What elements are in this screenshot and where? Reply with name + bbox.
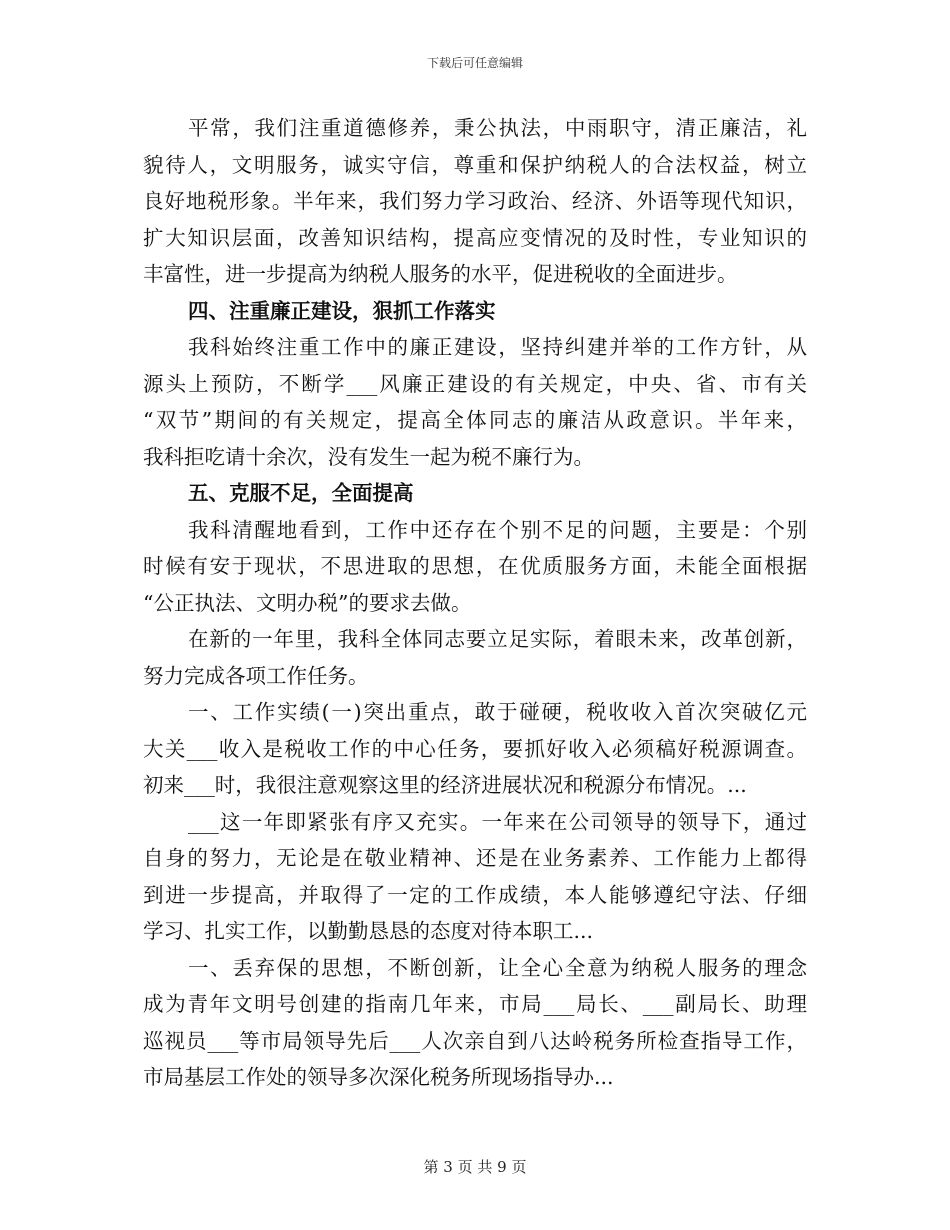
text-line: 我科清醒地看到，工作中还存在个别不足的问题，主要是：个别 — [188, 517, 807, 542]
text-line: 平常，我们注重道德修养，秉公执法，中雨职守，清正廉洁，礼 — [188, 116, 807, 140]
page-header: 下载后可任意编辑 — [426, 56, 523, 70]
text-line: 良好地税形象。半年来，我们努力学习政治、经济、外语等现代知识， — [143, 189, 807, 213]
text-line: 我科始终注重工作中的廉正建设，坚持纠建并举的工作方针，从 — [188, 335, 807, 359]
text-line: 一、工作实绩(一)突出重点，敢于碰硬，税收收入首次突破亿元 — [188, 700, 807, 724]
text-line: 大关___收入是税收工作的中心任务，要抓好收入必须稿好税源调查。 — [143, 736, 807, 761]
text-line: 学习、扎实工作，以勤勤恳恳的态度对待本职工... — [143, 919, 594, 943]
section-heading: 四、注重廉正建设，狠抓工作落实 — [188, 298, 496, 323]
text-line: 巡视员___等市局领导先后___人次亲自到八达岭税务所检查指导工作， — [143, 1028, 807, 1053]
text-line: “双节”期间的有关规定，提高全体同志的廉洁从政意识。半年来， — [143, 408, 807, 432]
text-line: 成为青年文明号创建的指南几年来，市局___局长、___副局长、助理 — [143, 992, 807, 1016]
text-line: 源头上预防，不断学___风廉正建设的有关规定，中央、省、市有关 — [143, 371, 807, 396]
text-line: “公正执法、文明办税”的要求去做。 — [143, 590, 472, 615]
document-body — [143, 110, 807, 1096]
text-line: 我科拒吃请十余次，没有发生一起为税不廉行为。 — [143, 444, 594, 469]
text-line: 时候有安于现状，不思进取的思想，在优质服务方面，未能全面根据 — [143, 554, 807, 578]
text-line: 一、丢弃保的思想，不断创新，让全心全意为纳税人服务的理念 — [188, 955, 807, 980]
text-line: 在新的一年里，我科全体同志要立足实际，着眼未来，改革创新， — [188, 627, 807, 651]
page-footer: 第 3 页 共 9 页 — [423, 1158, 527, 1176]
text-line: 到进一步提高，并取得了一定的工作成绩，本人能够遵纪守法、仔细 — [143, 882, 807, 907]
text-line: 自身的努力，无论是在敬业精神、还是在业务素养、工作能力上都得 — [143, 846, 807, 870]
text-line: 初来___时，我很注意观察这里的经济进展状况和税源分布情况。... — [143, 773, 747, 797]
text-line: 丰富性，进一步提高为纳税人服务的水平，促进税收的全面进步。 — [143, 262, 738, 286]
text-line: 貌待人，文明服务，诚实守信，尊重和保护纳税人的合法权益，树立 — [143, 152, 807, 177]
text-line: ___这一年即紧张有序又充实。一年来在公司领导的领导下，通过 — [188, 809, 807, 834]
section-heading: 五、克服不足，全面提高 — [188, 481, 414, 505]
text-line: 市局基层工作处的领导多次深化税务所现场指导办... — [143, 1065, 614, 1089]
text-line: 扩大知识层面，改善知识结构，提高应变情况的及时性，专业知识的 — [143, 225, 807, 250]
text-line: 努力完成各项工作任务。 — [143, 663, 369, 688]
